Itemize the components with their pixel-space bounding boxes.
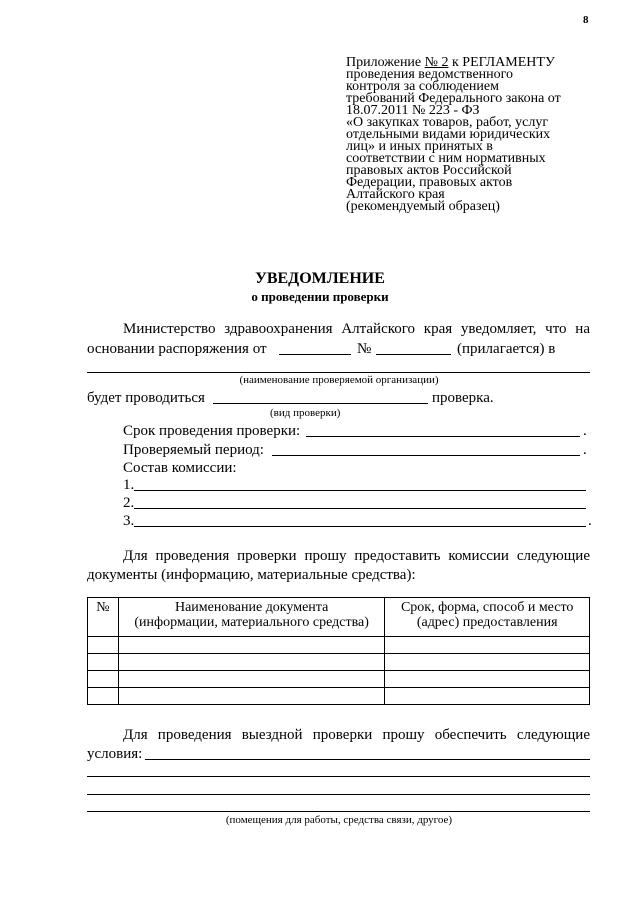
commission-end: .	[588, 513, 592, 529]
commission-item-number: 2.	[123, 495, 135, 511]
appendix-line: правовых актов Российской	[346, 163, 512, 178]
table-cell[interactable]	[118, 654, 384, 671]
commission-member-field[interactable]	[134, 526, 586, 527]
appendix-line: Федерации, правовых актов	[346, 175, 513, 190]
appendix-line-1: Приложение № 2 к РЕГЛАМЕНТУ	[346, 55, 555, 70]
period-label: Проверяемый период:	[123, 442, 264, 458]
column-header-number: №	[88, 598, 119, 637]
conditions-field[interactable]	[87, 794, 590, 795]
table-cell[interactable]	[118, 637, 384, 654]
onsite-request-line-1: Для проведения выездной проверки прошу обеспечить следующие	[123, 727, 590, 743]
term-field[interactable]	[306, 436, 580, 437]
appendix-line: 18.07.2011 № 223 - ФЗ	[346, 103, 480, 118]
conditions-field[interactable]	[87, 811, 590, 812]
conditions-caption: (помещения для работы, средства связи, другое)	[225, 814, 453, 826]
term-label: Срок проведения проверки:	[123, 423, 301, 439]
table-cell[interactable]	[385, 671, 590, 688]
order-number-field[interactable]	[376, 354, 451, 355]
page-number: 8	[583, 14, 589, 26]
appendix-line: (рекомендуемый образец)	[346, 199, 500, 214]
conditions-field[interactable]	[145, 759, 590, 760]
conditions-label: условия:	[87, 746, 143, 762]
table-row	[88, 671, 590, 688]
table-cell[interactable]	[88, 671, 119, 688]
table-cell[interactable]	[118, 688, 384, 705]
commission-label: Состав комиссии:	[123, 460, 237, 476]
table-cell[interactable]	[88, 637, 119, 654]
commission-item-number: 3.	[123, 513, 135, 529]
table-cell[interactable]	[385, 637, 590, 654]
table-cell[interactable]	[385, 654, 590, 671]
docs-request-line-1: Для проведения проверки прошу предоставить комиссии следующие	[123, 548, 590, 564]
appendix-note	[346, 57, 596, 213]
table-cell[interactable]	[385, 688, 590, 705]
document-title: УВЕДОМЛЕНИЕ	[255, 270, 385, 287]
appendix-line: соответствии с ним нормативных	[346, 151, 546, 166]
period-end: .	[583, 442, 587, 458]
commission-member-field[interactable]	[134, 508, 586, 509]
intro-line-1: Министерство здравоохранения Алтайского края уведомляет, что на	[123, 321, 590, 337]
intro-line-2-a: основании распоряжения от	[87, 341, 267, 357]
order-date-field[interactable]	[279, 354, 351, 355]
commission-member-field[interactable]	[134, 490, 586, 491]
table-header-row	[88, 598, 590, 637]
document-subtitle: о проведении проверки	[251, 289, 389, 304]
organization-caption: (наименование проверяемой организации)	[239, 374, 439, 386]
period-field[interactable]	[272, 455, 580, 456]
appendix-number: № 2	[424, 55, 449, 70]
table-cell[interactable]	[88, 654, 119, 671]
appendix-line: «О закупках товаров, работ, услуг	[346, 115, 549, 130]
inspection-type-field[interactable]	[213, 403, 428, 404]
appendix-line: отдельными видами юридических	[346, 127, 551, 142]
intro-line-2-c: (прилагается) в	[457, 341, 556, 357]
appendix-line: проведения ведомственного	[346, 67, 514, 82]
documents-table	[87, 597, 590, 705]
will-be-held-label: будет проводиться	[87, 390, 205, 406]
intro-line-2-b: №	[357, 341, 372, 357]
term-end: .	[583, 423, 587, 439]
column-header-document: Наименование документа (информации, материального средства)	[118, 598, 384, 637]
appendix-line: Алтайского края	[346, 187, 445, 202]
inspection-word: проверка.	[432, 390, 494, 406]
organization-name-field[interactable]	[87, 372, 590, 373]
column-header-terms: Срок, форма, способ и место (адрес) предоставления	[385, 598, 590, 637]
table-cell[interactable]	[118, 671, 384, 688]
table-row	[88, 654, 590, 671]
table-cell[interactable]	[88, 688, 119, 705]
appendix-line: требований Федерального закона от	[346, 91, 561, 106]
table-row	[88, 688, 590, 705]
docs-request-line-2: документы (информацию, материальные средства):	[87, 567, 416, 583]
inspection-type-caption: (вид проверки)	[270, 407, 341, 419]
commission-item-number: 1.	[123, 477, 135, 493]
appendix-line: контроля за соблюдением	[346, 79, 499, 94]
table-row	[88, 637, 590, 654]
conditions-field[interactable]	[87, 776, 590, 777]
appendix-line: лиц» и иных принятых в	[346, 139, 493, 154]
